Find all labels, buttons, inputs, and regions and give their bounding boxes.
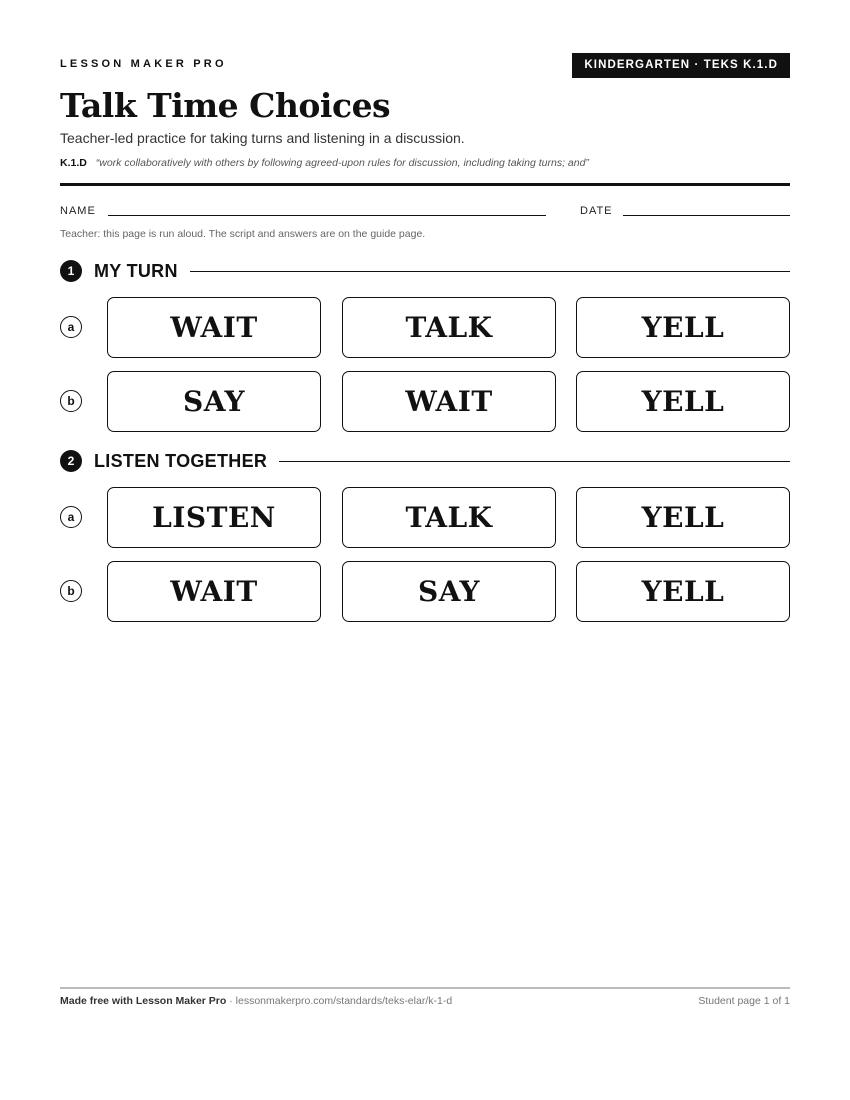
standard-reference: [60, 157, 589, 169]
section-my-turn: [60, 259, 790, 283]
date-field[interactable]: [623, 215, 790, 216]
row-letter-badge: a: [60, 316, 82, 338]
section-title: MY TURN: [94, 260, 178, 281]
worksheet-page: [60, 0, 790, 1100]
row-letter-badge: b: [60, 580, 82, 602]
choice-card[interactable]: WAIT: [107, 297, 321, 358]
footer-separator: ·: [226, 995, 236, 1007]
choice-card[interactable]: YELL: [576, 371, 790, 432]
section-divider: [279, 461, 790, 462]
date-label: DATE: [580, 205, 613, 217]
teacher-note: Teacher: this page is run aloud. The script and answers are on the guide page.: [60, 228, 426, 240]
choice-row-1b: [60, 371, 790, 433]
name-field[interactable]: [108, 215, 546, 216]
choice-card[interactable]: YELL: [576, 297, 790, 358]
section-number-badge: 2: [60, 450, 82, 472]
footer-credit: [60, 995, 452, 1007]
footer-page-label: Student page 1 of 1: [698, 995, 790, 1007]
section-divider: [190, 271, 790, 272]
page-title: Talk Time Choices: [60, 86, 391, 125]
standard-text: “work collaboratively with others by following agreed-upon rules for discussion, including taking turns; and”: [95, 157, 589, 169]
brand-name: LESSON MAKER PRO: [60, 58, 227, 70]
section-listen-together: [60, 449, 790, 473]
choice-card[interactable]: SAY: [107, 371, 321, 432]
row-letter-badge: a: [60, 506, 82, 528]
header-divider: [60, 183, 790, 186]
page-subtitle: Teacher-led practice for taking turns and listening in a discussion.: [60, 130, 465, 146]
section-number-badge: 1: [60, 260, 82, 282]
choice-card[interactable]: WAIT: [107, 561, 321, 622]
row-letter-badge: b: [60, 390, 82, 412]
grade-standard-badge: KINDERGARTEN · TEKS K.1.D: [572, 53, 790, 78]
choice-card[interactable]: LISTEN: [107, 487, 321, 548]
choice-card[interactable]: YELL: [576, 561, 790, 622]
section-title: LISTEN TOGETHER: [94, 450, 268, 471]
footer-made-by: Made free with Lesson Maker Pro: [60, 995, 227, 1007]
choice-card[interactable]: YELL: [576, 487, 790, 548]
footer-divider: [60, 987, 790, 989]
choice-row-2a: [60, 487, 790, 549]
choice-row-2b: [60, 561, 790, 623]
standard-code: K.1.D: [60, 157, 87, 169]
choice-card[interactable]: TALK: [342, 297, 556, 358]
choice-row-1a: [60, 297, 790, 359]
name-label: NAME: [60, 205, 96, 217]
choice-card[interactable]: SAY: [342, 561, 556, 622]
choice-card[interactable]: WAIT: [342, 371, 556, 432]
choice-card[interactable]: TALK: [342, 487, 556, 548]
footer-url[interactable]: lessonmakerpro.com/standards/teks-elar/k-1-d: [235, 995, 453, 1007]
